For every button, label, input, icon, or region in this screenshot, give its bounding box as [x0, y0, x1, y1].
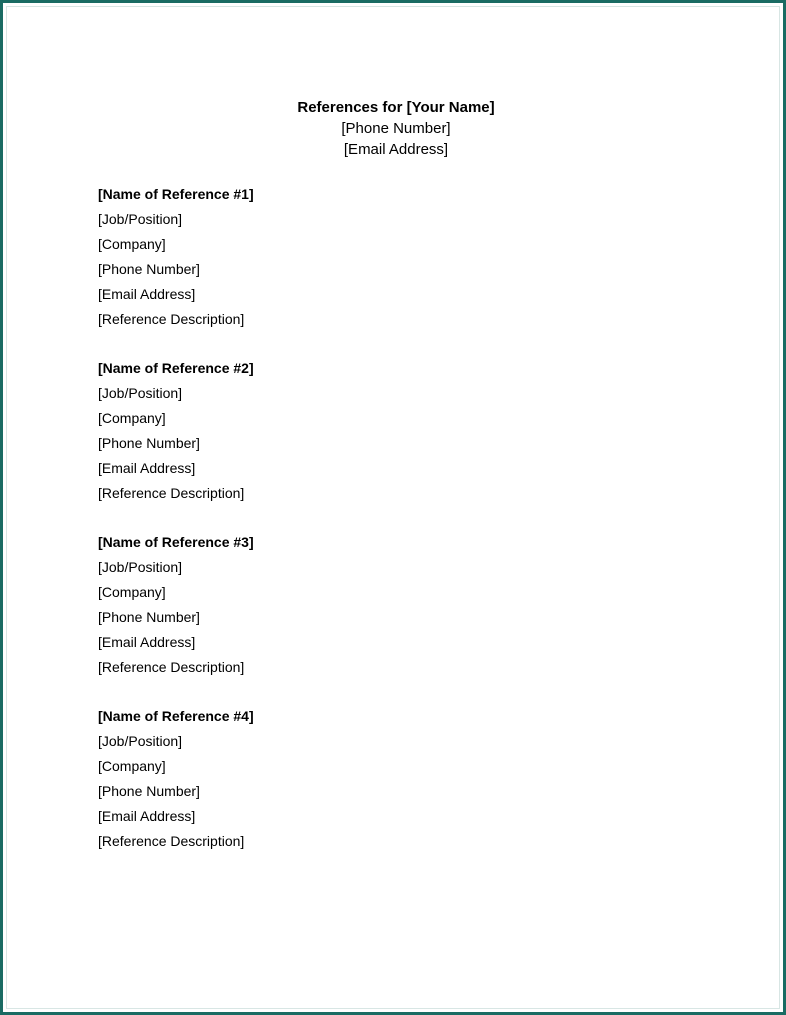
reference-company: [Company]: [98, 758, 166, 774]
reference-phone: [Phone Number]: [98, 261, 200, 277]
reference-email: [Email Address]: [98, 460, 196, 476]
header-phone: [Phone Number]: [341, 120, 451, 137]
reference-email: [Email Address]: [98, 634, 196, 650]
reference-description: [Reference Description]: [98, 311, 245, 327]
reference-job: [Job/Position]: [98, 385, 183, 401]
reference-company: [Company]: [98, 410, 166, 426]
header-email: [Email Address]: [343, 141, 449, 158]
document-header: [3, 97, 786, 160]
reference-name: [Name of Reference #4]: [98, 708, 254, 724]
reference-phone: [Phone Number]: [98, 609, 200, 625]
reference-block-1: [98, 182, 698, 332]
reference-company: [Company]: [98, 236, 166, 252]
reference-block-2: [98, 356, 698, 506]
reference-block-3: [98, 530, 698, 680]
reference-description: [Reference Description]: [98, 485, 245, 501]
reference-phone: [Phone Number]: [98, 435, 200, 451]
reference-name: [Name of Reference #3]: [98, 534, 254, 550]
reference-name: [Name of Reference #2]: [98, 360, 254, 376]
reference-description: [Reference Description]: [98, 659, 245, 675]
reference-company: [Company]: [98, 584, 166, 600]
reference-block-4: [98, 704, 698, 854]
references-list: [98, 182, 698, 878]
reference-name: [Name of Reference #1]: [98, 186, 254, 202]
reference-phone: [Phone Number]: [98, 783, 200, 799]
reference-email: [Email Address]: [98, 286, 196, 302]
reference-email: [Email Address]: [98, 808, 196, 824]
document-title: References for [Your Name]: [297, 99, 495, 116]
reference-job: [Job/Position]: [98, 211, 183, 227]
reference-job: [Job/Position]: [98, 559, 183, 575]
reference-job: [Job/Position]: [98, 733, 183, 749]
reference-description: [Reference Description]: [98, 833, 245, 849]
